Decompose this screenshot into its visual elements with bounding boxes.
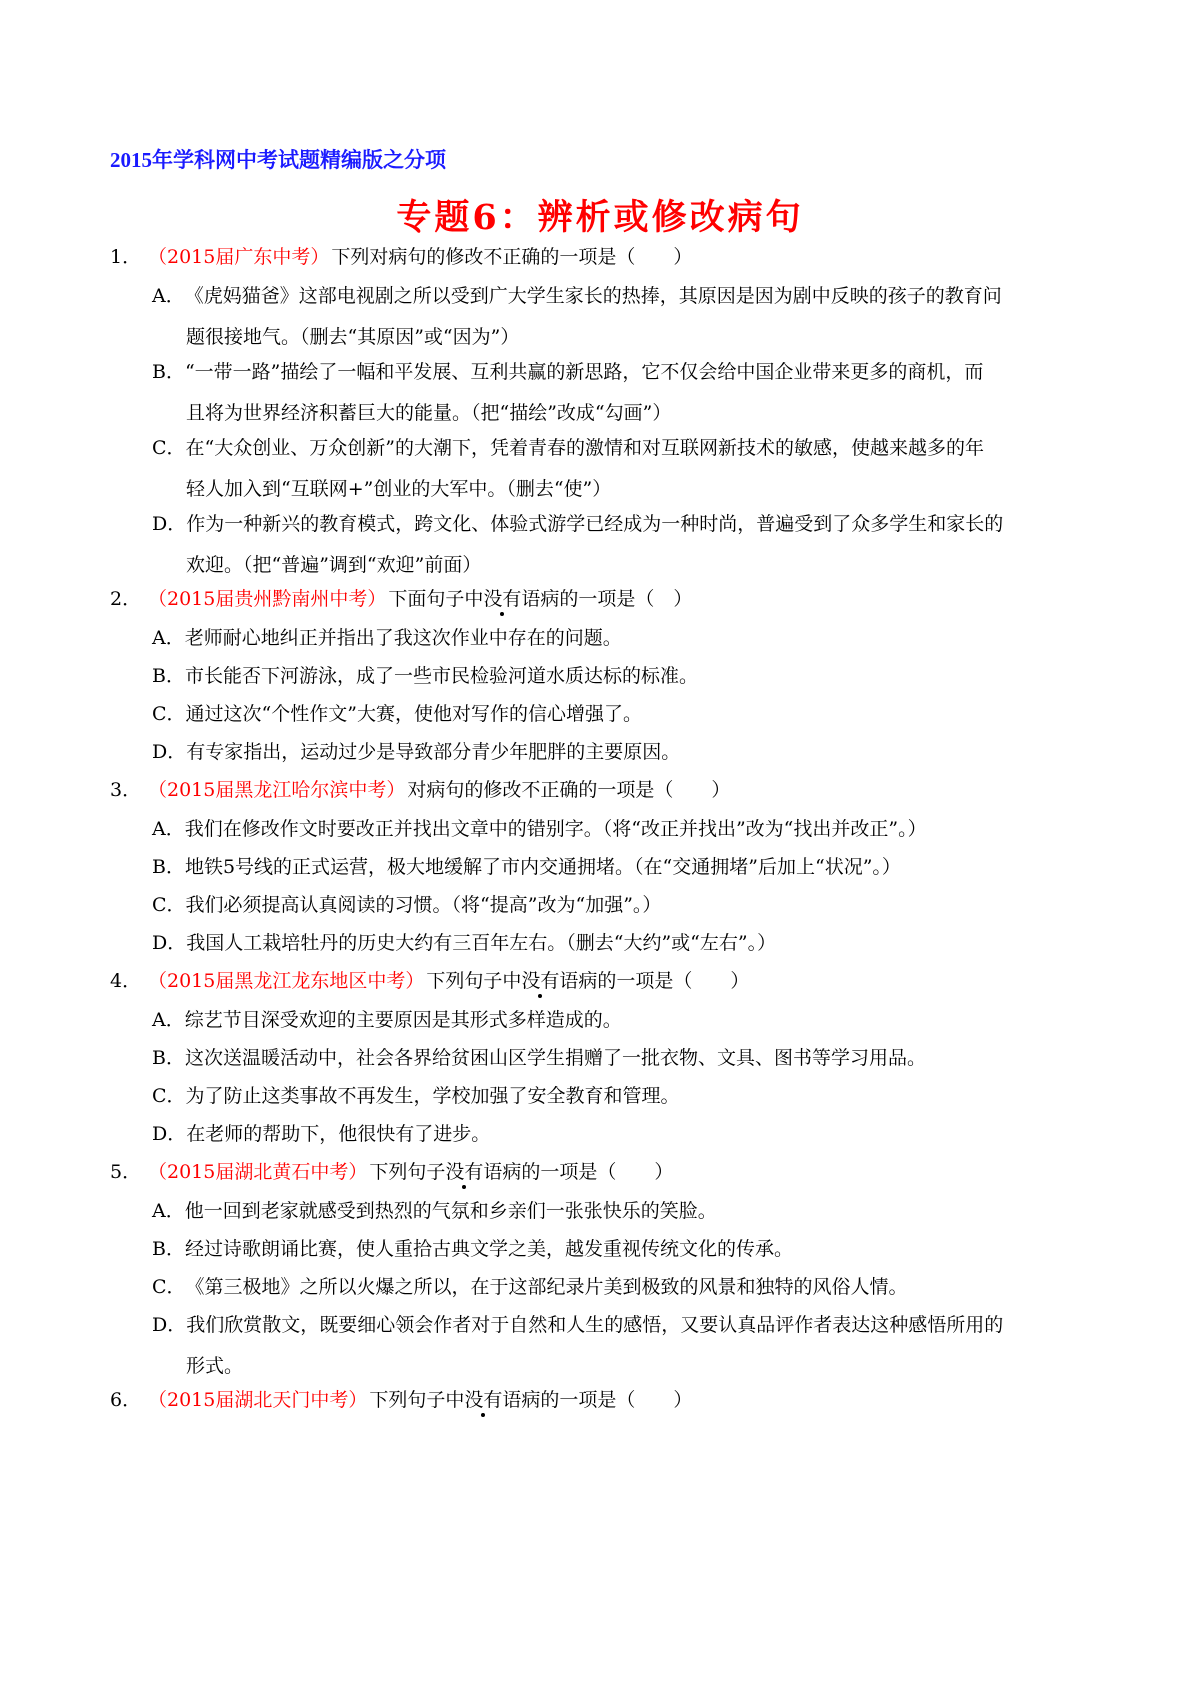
question-4 [110, 967, 1110, 995]
option-text: 在“大众创业、万众创新”的大潮下，凭着青春的激情和对互联网新技术的敏感，使越来越多的年 [185, 437, 984, 459]
option-3b [152, 847, 1097, 888]
option-2b [152, 656, 1097, 697]
option-label: A． [152, 627, 185, 649]
question-3 [110, 776, 1110, 804]
option-continuation: 欢迎。（把“普遍”调到“欢迎”前面） [186, 554, 482, 576]
option-text: 有专家指出，运动过少是导致部分青少年肥胖的主要原因。 [186, 741, 681, 763]
emphasis-text: 没有 [464, 1389, 503, 1411]
option-text: 我们必须提高认真阅读的习惯。（将“提高”改为“加强”。） [185, 894, 662, 916]
option-5b [152, 1229, 1097, 1270]
question-6 [110, 1386, 1110, 1414]
option-1d [152, 504, 1097, 586]
emphasis-text: 没有 [521, 970, 560, 992]
option-label: A． [152, 1009, 185, 1031]
option-label: C． [152, 894, 186, 916]
option-continuation: 轻人加入到“互联网+”创业的大军中。（删去“使”） [186, 478, 612, 500]
question-stem: 语病的一项是（ ） [502, 1389, 693, 1411]
option-text: 为了防止这类事故不再发生，学校加强了安全教育和管理。 [185, 1085, 680, 1107]
question-number: 4． [110, 970, 142, 992]
question-stem: 下列句子中 [369, 1389, 465, 1411]
option-text: 老师耐心地纠正并指出了我这次作业中存在的问题。 [184, 627, 622, 649]
question-number: 1． [110, 246, 142, 268]
option-4b [152, 1038, 1097, 1079]
question-stem: 下列句子 [369, 1161, 446, 1183]
option-continuation: 题很接地气。（删去“其原因”或“因为”） [186, 326, 520, 348]
option-label: D． [152, 1314, 187, 1336]
option-5d [152, 1305, 1097, 1387]
option-label: B． [152, 361, 185, 383]
question-number: 2． [110, 588, 142, 610]
option-1b [152, 352, 1097, 434]
option-4d [152, 1114, 1097, 1155]
option-label: B． [152, 665, 185, 687]
question-stem: 语病的一项是（ ） [521, 588, 693, 610]
option-text: 我们欣赏散文，既要细心领会作者对于自然和人生的感悟，又要认真品评作者表达这种感悟所用的 [186, 1314, 1004, 1336]
option-4c [152, 1076, 1097, 1117]
option-text: 我们在修改作文时要改正并找出文章中的错别字。（将“改正并找出”改为“找出并改正”。） [184, 818, 927, 840]
option-label: A． [152, 1200, 185, 1222]
question-source: （2015届广东中考） [148, 246, 330, 268]
option-text: 经过诗歌朗诵比赛，使人重拾古典文学之美，越发重视传统文化的传承。 [184, 1238, 793, 1260]
emphasis-text: 没有 [483, 588, 522, 610]
option-2a [152, 618, 1097, 659]
question-stem: 对病句的修改不正确的一项是（ ） [407, 779, 731, 801]
option-text: 《第三极地》之所以火爆之所以，在于这部纪录片美到极致的风景和独特的风俗人情。 [185, 1276, 908, 1298]
option-3a [152, 809, 1097, 850]
option-label: C． [152, 1085, 186, 1107]
option-text: 《虎妈猫爸》这部电视剧之所以受到广大学生家长的热捧，其原因是因为剧中反映的孩子的教育问 [184, 285, 1002, 307]
emphasis-text: 没有 [445, 1161, 484, 1183]
option-2d [152, 732, 1097, 773]
question-source: （2015届贵州黔南州中考） [148, 588, 387, 610]
option-1c [152, 428, 1097, 510]
option-4a [152, 1000, 1097, 1041]
option-text: “一带一路”描绘了一幅和平发展、互利共赢的新思路，它不仅会给中国企业带来更多的商机，而 [184, 361, 984, 383]
option-5c [152, 1267, 1097, 1308]
option-2c [152, 694, 1097, 735]
question-stem: 语病的一项是（ ） [559, 970, 750, 992]
option-label: B． [152, 1047, 185, 1069]
option-text: 市长能否下河游泳，成了一些市民检验河道水质达标的标准。 [184, 665, 698, 687]
question-source: （2015届黑龙江哈尔滨中考） [148, 779, 406, 801]
option-label: C． [152, 1276, 186, 1298]
option-5a [152, 1191, 1097, 1232]
option-text: 地铁5号线的正式运营，极大地缓解了市内交通拥堵。（在“交通拥堵”后加上“状况”。） [184, 856, 901, 878]
option-text: 这次送温暖活动中，社会各界给贫困山区学生捐赠了一批衣物、文具、图书等学习用品。 [184, 1047, 926, 1069]
question-2 [110, 585, 1110, 613]
option-3d [152, 923, 1097, 964]
option-label: A． [152, 285, 185, 307]
option-label: C． [152, 703, 186, 725]
option-text: 作为一种新兴的教育模式，跨文化、体验式游学已经成为一种时尚，普遍受到了众多学生和家长的 [186, 513, 1004, 535]
question-number: 3． [110, 779, 142, 801]
question-1 [110, 243, 1110, 271]
option-text: 他一回到老家就感受到热烈的气氛和乡亲们一张张快乐的笑脸。 [184, 1200, 717, 1222]
question-number: 5． [110, 1161, 142, 1183]
question-stem: 下列句子中 [426, 970, 522, 992]
page-header: 2015年学科网中考试题精编版之分项 [110, 148, 446, 172]
option-text: 我国人工栽培牡丹的历史大约有三百年左右。（删去“大约”或“左右”。） [186, 932, 777, 954]
option-label: D． [152, 741, 187, 763]
option-text: 综艺节目深受欢迎的主要原因是其形式多样造成的。 [184, 1009, 622, 1031]
option-continuation: 且将为世界经济积蓄巨大的能量。（把“描绘”改成“勾画”） [186, 402, 672, 424]
option-label: B． [152, 1238, 185, 1260]
option-label: B． [152, 856, 185, 878]
question-stem: 语病的一项是（ ） [483, 1161, 674, 1183]
page-title: 专题6：辨析或修改病句 [396, 197, 804, 238]
question-stem: 下面句子中 [388, 588, 484, 610]
option-label: A． [152, 818, 185, 840]
question-5 [110, 1158, 1110, 1186]
option-continuation: 形式。 [186, 1355, 244, 1377]
question-source: （2015届湖北黄石中考） [148, 1161, 368, 1183]
question-source: （2015届湖北天门中考） [148, 1389, 368, 1411]
option-label: D． [152, 1123, 187, 1145]
question-source: （2015届黑龙江龙东地区中考） [148, 970, 425, 992]
option-1a [152, 276, 1097, 358]
option-3c [152, 885, 1097, 926]
option-label: C． [152, 437, 186, 459]
question-stem: 下列对病句的修改不正确的一项是（ ） [331, 246, 693, 268]
question-number: 6． [110, 1389, 142, 1411]
option-label: D． [152, 513, 187, 535]
option-text: 通过这次“个性作文”大赛，使他对写作的信心增强了。 [185, 703, 642, 725]
option-label: D． [152, 932, 187, 954]
option-text: 在老师的帮助下，他很快有了进步。 [186, 1123, 491, 1145]
